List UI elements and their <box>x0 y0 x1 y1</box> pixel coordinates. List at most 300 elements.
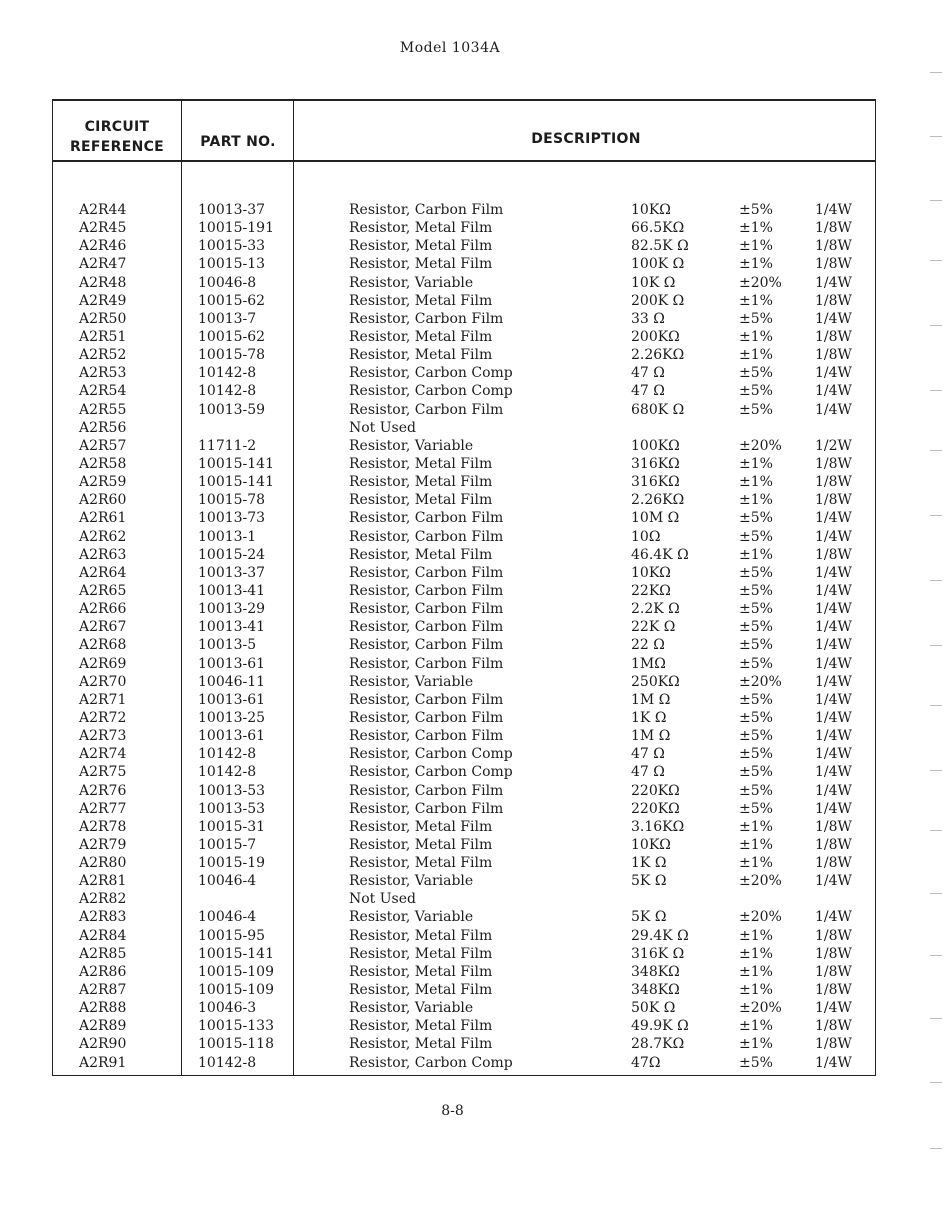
tolerance-cell: ±5% <box>739 764 773 781</box>
circuit-reference-cell: A2R89 <box>79 1018 127 1035</box>
tolerance-cell: ±20% <box>739 873 782 890</box>
table-row <box>53 746 875 764</box>
tolerance-cell: ±5% <box>739 800 773 817</box>
circuit-reference-cell: A2R45 <box>79 220 127 237</box>
circuit-reference-cell: A2R64 <box>79 564 127 581</box>
resistance-value-cell: 28.7KΩ <box>631 1036 685 1053</box>
circuit-reference-cell: A2R52 <box>79 347 127 364</box>
tolerance-cell: ±5% <box>739 1054 773 1071</box>
description-cell: Resistor, Carbon Film <box>349 310 504 327</box>
tolerance-cell: ±1% <box>739 220 773 237</box>
resistance-value-cell: 5K Ω <box>631 873 667 890</box>
description-cell: Resistor, Carbon Film <box>349 528 504 545</box>
tolerance-cell: ±5% <box>739 691 773 708</box>
tolerance-cell: ±1% <box>739 963 773 980</box>
power-rating-cell: 1/8W <box>815 1018 852 1035</box>
part-number-cell: 10046-4 <box>198 873 257 890</box>
margin-mark <box>930 390 942 391</box>
description-cell: Resistor, Variable <box>349 909 474 926</box>
resistance-value-cell: 1M Ω <box>631 691 671 708</box>
header-circuit-line1: CIRCUIT <box>84 119 150 135</box>
tolerance-cell: ±5% <box>739 383 773 400</box>
circuit-reference-cell: A2R56 <box>79 419 127 436</box>
tolerance-cell: ±5% <box>739 709 773 726</box>
tolerance-cell: ±1% <box>739 1018 773 1035</box>
description-cell: Resistor, Variable <box>349 274 474 291</box>
part-number-cell: 10013-61 <box>198 691 266 708</box>
power-rating-cell: 1/4W <box>815 202 852 218</box>
resistance-value-cell: 47 Ω <box>631 746 665 763</box>
margin-mark <box>930 1082 942 1083</box>
resistance-value-cell: 47Ω <box>631 1054 661 1071</box>
tolerance-cell: ±1% <box>739 256 773 273</box>
table-row <box>53 547 875 565</box>
tolerance-cell: ±5% <box>739 637 773 654</box>
description-cell: Resistor, Carbon Comp <box>349 1054 513 1071</box>
resistance-value-cell: 316KΩ <box>631 474 680 491</box>
description-cell: Resistor, Metal Film <box>349 455 493 472</box>
resistance-value-cell: 5K Ω <box>631 909 667 926</box>
table-row <box>53 329 875 347</box>
description-cell: Resistor, Carbon Film <box>349 728 504 745</box>
margin-mark <box>930 770 942 771</box>
description-cell: Resistor, Carbon Comp <box>349 383 513 400</box>
power-rating-cell: 1/8W <box>815 455 852 472</box>
tolerance-cell: ±1% <box>739 455 773 472</box>
tolerance-cell: ±1% <box>739 818 773 835</box>
table-row <box>53 256 875 274</box>
part-number-cell: 10142-8 <box>198 746 257 763</box>
description-cell: Resistor, Variable <box>349 1000 474 1017</box>
description-cell: Resistor, Carbon Film <box>349 202 504 218</box>
margin-mark <box>930 200 942 201</box>
power-rating-cell: 1/4W <box>815 782 852 799</box>
margin-mark <box>930 580 942 581</box>
circuit-reference-cell: A2R60 <box>79 492 127 509</box>
margin-mark <box>930 450 942 451</box>
header-circuit-reference <box>53 117 181 157</box>
circuit-reference-cell: A2R68 <box>79 637 127 654</box>
table-row <box>53 710 875 728</box>
margin-mark <box>930 136 942 137</box>
power-rating-cell: 1/8W <box>815 347 852 364</box>
table-row <box>53 275 875 293</box>
power-rating-cell: 1/4W <box>815 274 852 291</box>
tolerance-cell: ±1% <box>739 292 773 309</box>
tolerance-cell: ±20% <box>739 274 782 291</box>
circuit-reference-cell: A2R78 <box>79 818 127 835</box>
description-cell: Resistor, Carbon Film <box>349 619 504 636</box>
part-number-cell: 10013-53 <box>198 782 266 799</box>
description-cell: Not Used <box>349 891 416 908</box>
tolerance-cell: ±1% <box>739 836 773 853</box>
tolerance-cell: ±5% <box>739 619 773 636</box>
tolerance-cell: ±20% <box>739 437 782 454</box>
tolerance-cell: ±1% <box>739 982 773 999</box>
power-rating-cell: 1/4W <box>815 1000 852 1017</box>
table-row <box>53 238 875 256</box>
circuit-reference-cell: A2R77 <box>79 800 127 817</box>
table-row <box>53 492 875 510</box>
power-rating-cell: 1/8W <box>815 256 852 273</box>
resistance-value-cell: 47 Ω <box>631 365 665 382</box>
resistance-value-cell: 47 Ω <box>631 383 665 400</box>
margin-mark <box>930 645 942 646</box>
part-number-cell: 10013-29 <box>198 601 266 618</box>
tolerance-cell: ±5% <box>739 401 773 418</box>
part-number-cell: 10015-133 <box>198 1018 274 1035</box>
power-rating-cell: 1/4W <box>815 709 852 726</box>
table-row <box>53 202 875 220</box>
resistance-value-cell: 1K Ω <box>631 709 667 726</box>
power-rating-cell: 1/8W <box>815 238 852 255</box>
circuit-reference-cell: A2R70 <box>79 673 127 690</box>
description-cell: Resistor, Carbon Film <box>349 655 504 672</box>
table-row <box>53 728 875 746</box>
circuit-reference-cell: A2R74 <box>79 746 127 763</box>
description-cell: Resistor, Carbon Film <box>349 800 504 817</box>
resistance-value-cell: 348KΩ <box>631 963 680 980</box>
table-row <box>53 1018 875 1036</box>
circuit-reference-cell: A2R57 <box>79 437 127 454</box>
part-number-cell: 10015-78 <box>198 347 266 364</box>
part-number-cell: 11711-2 <box>198 437 257 454</box>
power-rating-cell: 1/8W <box>815 474 852 491</box>
circuit-reference-cell: A2R47 <box>79 256 127 273</box>
description-cell: Resistor, Metal Film <box>349 492 493 509</box>
tolerance-cell: ±1% <box>739 328 773 345</box>
power-rating-cell: 1/8W <box>815 328 852 345</box>
table-row <box>53 347 875 365</box>
resistance-value-cell: 22KΩ <box>631 582 671 599</box>
power-rating-cell: 1/4W <box>815 673 852 690</box>
description-cell: Resistor, Metal Film <box>349 474 493 491</box>
table-row <box>53 311 875 329</box>
table-row <box>53 964 875 982</box>
part-number-cell: 10015-191 <box>198 220 274 237</box>
tolerance-cell: ±1% <box>739 546 773 563</box>
table-row <box>53 220 875 238</box>
circuit-reference-cell: A2R62 <box>79 528 127 545</box>
description-cell: Resistor, Carbon Film <box>349 510 504 527</box>
description-cell: Resistor, Carbon Film <box>349 582 504 599</box>
tolerance-cell: ±5% <box>739 601 773 618</box>
power-rating-cell: 1/4W <box>815 655 852 672</box>
table-row <box>53 855 875 873</box>
power-rating-cell: 1/8W <box>815 963 852 980</box>
circuit-reference-cell: A2R90 <box>79 1036 127 1053</box>
circuit-reference-cell: A2R54 <box>79 383 127 400</box>
circuit-reference-cell: A2R53 <box>79 365 127 382</box>
table-row <box>53 909 875 927</box>
resistance-value-cell: 10Ω <box>631 528 661 545</box>
part-number-cell: 10015-62 <box>198 328 266 345</box>
part-number-cell: 10013-61 <box>198 728 266 745</box>
description-cell: Resistor, Metal Film <box>349 818 493 835</box>
part-number-cell: 10015-109 <box>198 963 274 980</box>
circuit-reference-cell: A2R51 <box>79 328 127 345</box>
table-row <box>53 692 875 710</box>
header-part-no: PART NO. <box>200 134 276 150</box>
circuit-reference-cell: A2R63 <box>79 546 127 563</box>
table-row <box>53 873 875 891</box>
margin-mark <box>930 325 942 326</box>
page-header-model: Model 1034A <box>399 40 501 56</box>
table-row <box>53 438 875 456</box>
description-cell: Resistor, Carbon Film <box>349 691 504 708</box>
table-row <box>53 365 875 383</box>
resistance-value-cell: 680K Ω <box>631 401 685 418</box>
resistance-value-cell: 3.16KΩ <box>631 818 685 835</box>
tolerance-cell: ±20% <box>739 1000 782 1017</box>
tolerance-cell: ±20% <box>739 673 782 690</box>
power-rating-cell: 1/8W <box>815 982 852 999</box>
resistance-value-cell: 100KΩ <box>631 437 680 454</box>
header-description: DESCRIPTION <box>531 131 641 147</box>
part-number-cell: 10013-53 <box>198 800 266 817</box>
description-cell: Resistor, Carbon Film <box>349 709 504 726</box>
circuit-reference-cell: A2R65 <box>79 582 127 599</box>
power-rating-cell: 1/8W <box>815 836 852 853</box>
description-cell: Resistor, Metal Film <box>349 238 493 255</box>
description-cell: Resistor, Metal Film <box>349 328 493 345</box>
part-number-cell: 10046-4 <box>198 909 257 926</box>
resistance-value-cell: 2.2K Ω <box>631 601 680 618</box>
power-rating-cell: 1/4W <box>815 873 852 890</box>
power-rating-cell: 1/4W <box>815 401 852 418</box>
circuit-reference-cell: A2R61 <box>79 510 127 527</box>
tolerance-cell: ±1% <box>739 1036 773 1053</box>
table-row <box>53 891 875 909</box>
tolerance-cell: ±1% <box>739 474 773 491</box>
part-number-cell: 10142-8 <box>198 383 257 400</box>
power-rating-cell: 1/4W <box>815 746 852 763</box>
margin-mark <box>930 830 942 831</box>
resistance-value-cell: 2.26KΩ <box>631 347 685 364</box>
margin-mark <box>930 1148 942 1149</box>
circuit-reference-cell: A2R88 <box>79 1000 127 1017</box>
power-rating-cell: 1/8W <box>815 292 852 309</box>
description-cell: Resistor, Metal Film <box>349 1018 493 1035</box>
table-row <box>53 565 875 583</box>
part-number-cell: 10013-7 <box>198 310 257 327</box>
power-rating-cell: 1/4W <box>815 619 852 636</box>
circuit-reference-cell: A2R71 <box>79 691 127 708</box>
power-rating-cell: 1/8W <box>815 546 852 563</box>
power-rating-cell: 1/4W <box>815 510 852 527</box>
table-row <box>53 837 875 855</box>
part-number-cell: 10013-37 <box>198 202 266 218</box>
power-rating-cell: 1/4W <box>815 800 852 817</box>
description-cell: Resistor, Metal Film <box>349 220 493 237</box>
table-row <box>53 601 875 619</box>
tolerance-cell: ±5% <box>739 528 773 545</box>
margin-mark <box>930 260 942 261</box>
tolerance-cell: ±5% <box>739 655 773 672</box>
table-row <box>53 1036 875 1054</box>
circuit-reference-cell: A2R49 <box>79 292 127 309</box>
description-cell: Resistor, Metal Film <box>349 546 493 563</box>
resistance-value-cell: 29.4K Ω <box>631 927 689 944</box>
table-row <box>53 764 875 782</box>
tolerance-cell: ±5% <box>739 202 773 218</box>
table-row <box>53 510 875 528</box>
part-number-cell: 10013-41 <box>198 582 266 599</box>
margin-mark <box>930 515 942 516</box>
resistance-value-cell: 10KΩ <box>631 564 671 581</box>
power-rating-cell: 1/8W <box>815 220 852 237</box>
table-row <box>53 383 875 401</box>
part-number-cell: 10046-3 <box>198 1000 257 1017</box>
table-row <box>53 946 875 964</box>
table-row <box>53 982 875 1000</box>
description-cell: Resistor, Carbon Film <box>349 601 504 618</box>
tolerance-cell: ±5% <box>739 582 773 599</box>
power-rating-cell: 1/4W <box>815 564 852 581</box>
resistance-value-cell: 1MΩ <box>631 655 666 672</box>
part-number-cell: 10015-24 <box>198 546 266 563</box>
part-number-cell: 10013-73 <box>198 510 266 527</box>
resistance-value-cell: 250KΩ <box>631 673 680 690</box>
part-number-cell: 10013-1 <box>198 528 257 545</box>
circuit-reference-cell: A2R87 <box>79 982 127 999</box>
power-rating-cell: 1/4W <box>815 582 852 599</box>
circuit-reference-cell: A2R79 <box>79 836 127 853</box>
resistance-value-cell: 1M Ω <box>631 728 671 745</box>
circuit-reference-cell: A2R76 <box>79 782 127 799</box>
description-cell: Resistor, Carbon Comp <box>349 764 513 781</box>
description-cell: Resistor, Metal Film <box>349 347 493 364</box>
part-number-cell: 10013-41 <box>198 619 266 636</box>
power-rating-cell: 1/4W <box>815 310 852 327</box>
resistance-value-cell: 10M Ω <box>631 510 680 527</box>
margin-mark <box>930 705 942 706</box>
page-number: 8-8 <box>441 1103 464 1119</box>
part-number-cell: 10015-95 <box>198 927 266 944</box>
table-row <box>53 674 875 692</box>
tolerance-cell: ±1% <box>739 347 773 364</box>
part-number-cell: 10015-141 <box>198 474 274 491</box>
parts-list-table <box>52 99 876 1076</box>
part-number-cell: 10015-19 <box>198 855 266 872</box>
description-cell: Resistor, Metal Film <box>349 945 493 962</box>
circuit-reference-cell: A2R59 <box>79 474 127 491</box>
part-number-cell: 10013-61 <box>198 655 266 672</box>
description-cell: Resistor, Variable <box>349 873 474 890</box>
resistance-value-cell: 82.5K Ω <box>631 238 689 255</box>
tolerance-cell: ±1% <box>739 238 773 255</box>
tolerance-cell: ±5% <box>739 310 773 327</box>
table-row <box>53 656 875 674</box>
tolerance-cell: ±1% <box>739 927 773 944</box>
resistance-value-cell: 10KΩ <box>631 202 671 218</box>
margin-mark <box>930 955 942 956</box>
circuit-reference-cell: A2R80 <box>79 855 127 872</box>
power-rating-cell: 1/4W <box>815 365 852 382</box>
resistance-value-cell: 50K Ω <box>631 1000 676 1017</box>
circuit-reference-cell: A2R84 <box>79 927 127 944</box>
table-row <box>53 529 875 547</box>
description-cell: Resistor, Metal Film <box>349 292 493 309</box>
description-cell: Resistor, Metal Film <box>349 963 493 980</box>
resistance-value-cell: 348KΩ <box>631 982 680 999</box>
table-row <box>53 1055 875 1073</box>
circuit-reference-cell: A2R55 <box>79 401 127 418</box>
power-rating-cell: 1/8W <box>815 1036 852 1053</box>
header-circuit-line2: REFERENCE <box>69 139 165 155</box>
part-number-cell: 10015-141 <box>198 945 274 962</box>
header-rule <box>53 160 875 162</box>
power-rating-cell: 1/8W <box>815 492 852 509</box>
description-cell: Resistor, Metal Film <box>349 1036 493 1053</box>
tolerance-cell: ±5% <box>739 510 773 527</box>
table-row <box>53 801 875 819</box>
power-rating-cell: 1/4W <box>815 691 852 708</box>
power-rating-cell: 1/8W <box>815 927 852 944</box>
margin-mark <box>930 893 942 894</box>
power-rating-cell: 1/8W <box>815 855 852 872</box>
part-number-cell: 10013-5 <box>198 637 257 654</box>
power-rating-cell: 1/4W <box>815 1054 852 1071</box>
resistance-value-cell: 2.26KΩ <box>631 492 685 509</box>
power-rating-cell: 1/2W <box>815 437 852 454</box>
part-number-cell: 10015-13 <box>198 256 266 273</box>
description-cell: Resistor, Variable <box>349 437 474 454</box>
power-rating-cell: 1/4W <box>815 383 852 400</box>
description-cell: Resistor, Metal Film <box>349 256 493 273</box>
resistance-value-cell: 316KΩ <box>631 455 680 472</box>
circuit-reference-cell: A2R85 <box>79 945 127 962</box>
description-cell: Resistor, Carbon Comp <box>349 365 513 382</box>
circuit-reference-cell: A2R66 <box>79 601 127 618</box>
resistance-value-cell: 33 Ω <box>631 310 665 327</box>
part-number-cell: 10013-37 <box>198 564 266 581</box>
table-row <box>53 420 875 438</box>
resistance-value-cell: 100K Ω <box>631 256 685 273</box>
tolerance-cell: ±5% <box>739 746 773 763</box>
tolerance-cell: ±5% <box>739 365 773 382</box>
tolerance-cell: ±1% <box>739 945 773 962</box>
description-cell: Resistor, Carbon Film <box>349 782 504 799</box>
description-cell: Resistor, Carbon Film <box>349 564 504 581</box>
circuit-reference-cell: A2R86 <box>79 963 127 980</box>
description-cell: Resistor, Metal Film <box>349 982 493 999</box>
table-row <box>53 583 875 601</box>
part-number-cell: 10142-8 <box>198 1054 257 1071</box>
resistance-value-cell: 200K Ω <box>631 292 685 309</box>
tolerance-cell: ±1% <box>739 855 773 872</box>
margin-mark <box>930 1018 942 1019</box>
description-cell: Resistor, Variable <box>349 673 474 690</box>
circuit-reference-cell: A2R58 <box>79 455 127 472</box>
power-rating-cell: 1/4W <box>815 637 852 654</box>
resistance-value-cell: 22K Ω <box>631 619 676 636</box>
table-row <box>53 637 875 655</box>
part-number-cell: 10015-31 <box>198 818 266 835</box>
part-number-cell: 10015-33 <box>198 238 266 255</box>
power-rating-cell: 1/4W <box>815 528 852 545</box>
table-row <box>53 402 875 420</box>
tolerance-cell: ±20% <box>739 909 782 926</box>
description-cell: Resistor, Carbon Comp <box>349 746 513 763</box>
circuit-reference-cell: A2R69 <box>79 655 127 672</box>
power-rating-cell: 1/4W <box>815 909 852 926</box>
description-cell: Resistor, Metal Film <box>349 927 493 944</box>
table-row <box>53 783 875 801</box>
description-cell: Not Used <box>349 419 416 436</box>
circuit-reference-cell: A2R83 <box>79 909 127 926</box>
part-number-cell: 10013-25 <box>198 709 266 726</box>
